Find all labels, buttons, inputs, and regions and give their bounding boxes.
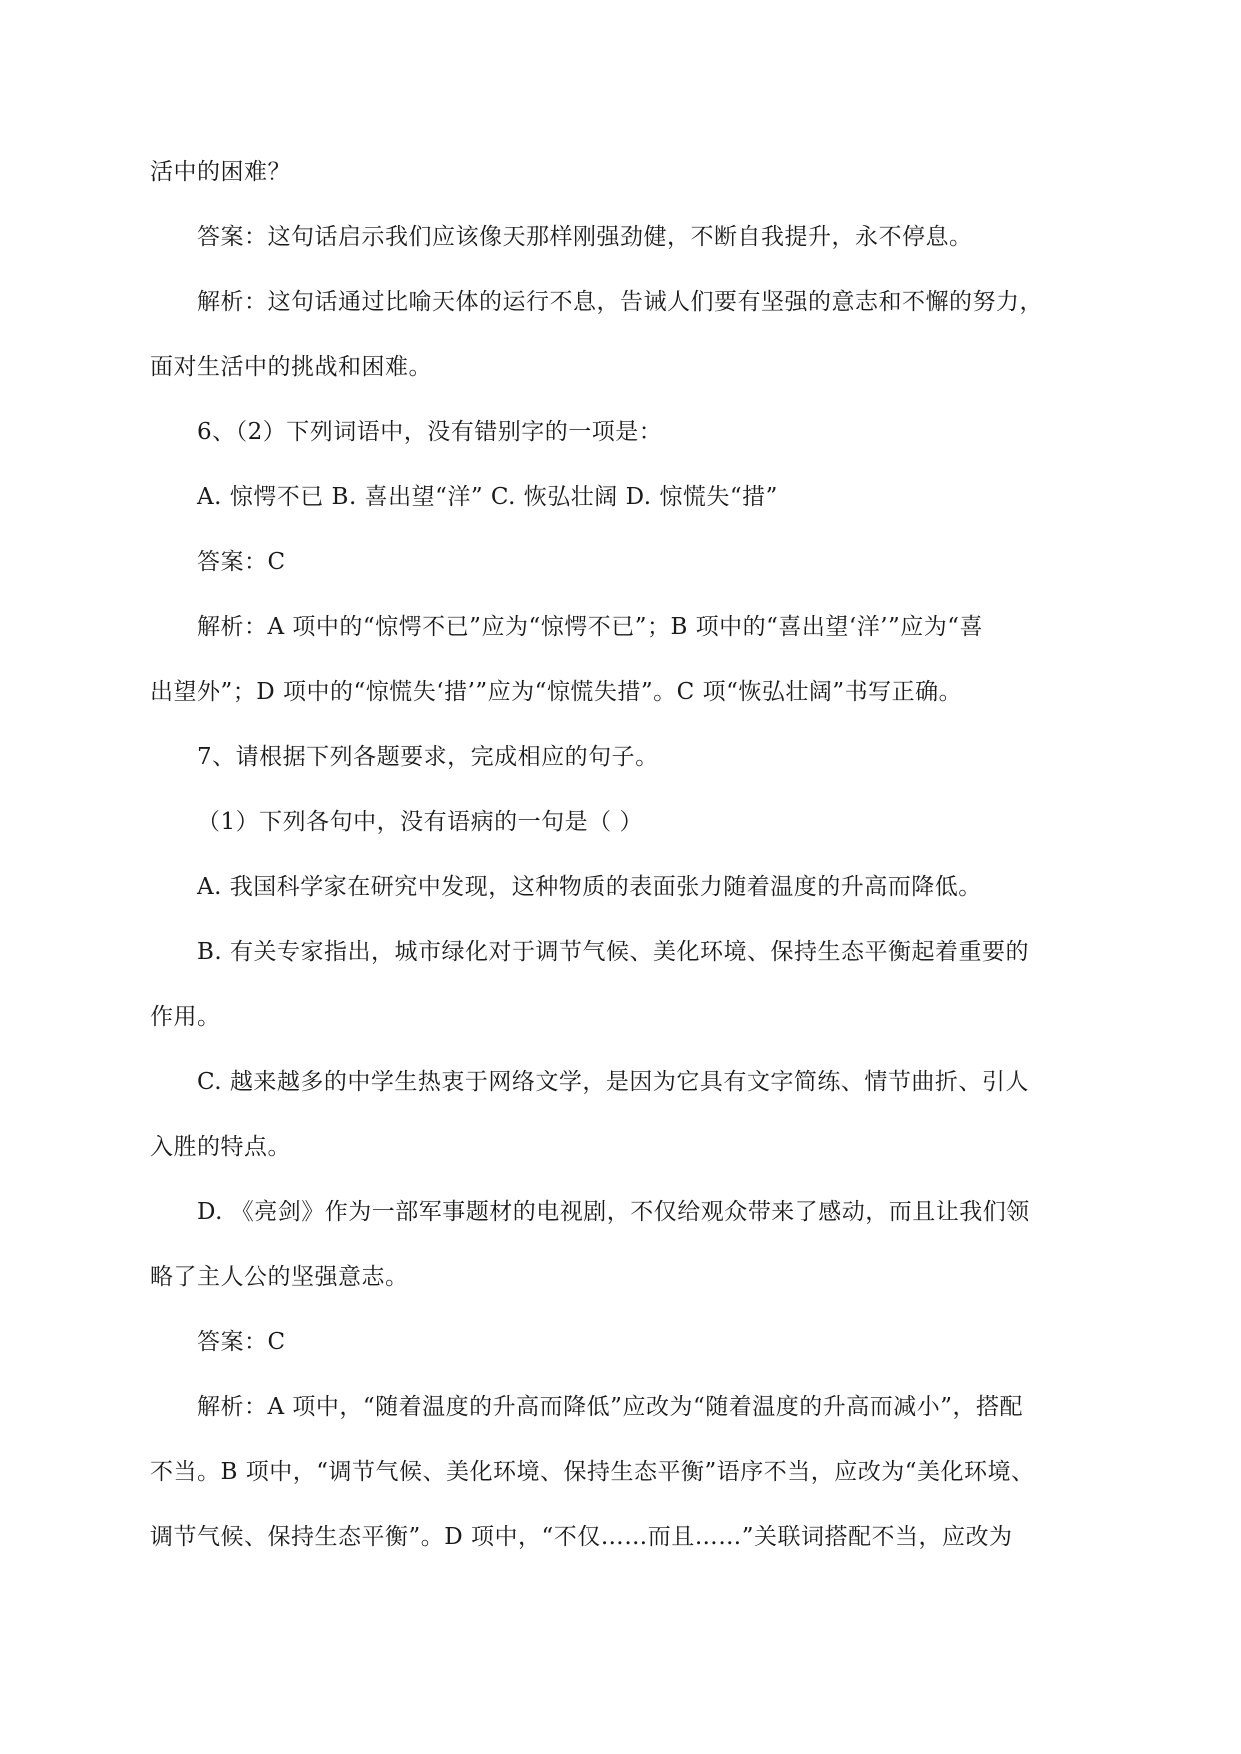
text-line: 答案：C bbox=[197, 549, 286, 575]
text-line: 作用。 bbox=[150, 1004, 221, 1030]
text-line: 答案：C bbox=[197, 1329, 286, 1355]
text-line: D. 《亮剑》作为一部军事题材的电视剧，不仅给观众带来了感动，而且让我们领 bbox=[197, 1199, 1030, 1225]
text-line: （1）下列各句中，没有语病的一句是（ ） bbox=[197, 809, 643, 835]
text-line: 面对生活中的挑战和困难。 bbox=[150, 354, 432, 380]
text-line: 解析：A 项中的“惊愕不已”应为“惊愕不已”；B 项中的“喜出望‘洋’”应为“喜 bbox=[197, 614, 984, 640]
text-line: 答案：这句话启示我们应该像天那样刚强劲健，不断自我提升，永不停息。 bbox=[197, 224, 973, 250]
text-line: 入胜的特点。 bbox=[150, 1134, 291, 1160]
text-line: A. 惊愕不已 B. 喜出望“洋” C. 恢弘壮阔 D. 惊慌失“措” bbox=[197, 484, 778, 510]
text-line: 出望外”；D 项中的“惊慌失‘措’”应为“惊慌失措”。C 项“恢弘壮阔”书写正确。 bbox=[150, 679, 963, 705]
text-line: 解析：这句话通过比喻天体的运行不息，告诫人们要有坚强的意志和不懈的努力， bbox=[197, 289, 1043, 315]
text-line: 不当。B 项中，“调节气候、美化环境、保持生态平衡”语序不当，应改为“美化环境、 bbox=[150, 1459, 1035, 1485]
text-line: 活中的困难？ bbox=[150, 159, 291, 185]
text-line: 7、请根据下列各题要求，完成相应的句子。 bbox=[197, 744, 659, 770]
text-line: C. 越来越多的中学生热衷于网络文学，是因为它具有文字简练、情节曲折、引人 bbox=[197, 1069, 1029, 1095]
text-line: 解析：A 项中，“随着温度的升高而降低”应改为“随着温度的升高而减小”，搭配 bbox=[197, 1394, 1023, 1420]
text-line: A. 我国科学家在研究中发现，这种物质的表面张力随着温度的升高而降低。 bbox=[197, 874, 982, 900]
text-line: B. 有关专家指出，城市绿化对于调节气候、美化环境、保持生态平衡起着重要的 bbox=[197, 939, 1030, 965]
text-line: 略了主人公的坚强意志。 bbox=[150, 1264, 409, 1290]
document-page bbox=[150, 140, 1110, 1570]
text-line: 调节气候、保持生态平衡”。D 项中，“不仅……而且……”关联词搭配不当，应改为 bbox=[150, 1524, 1013, 1550]
text-line: 6、（2）下列词语中，没有错别字的一项是： bbox=[197, 419, 663, 445]
